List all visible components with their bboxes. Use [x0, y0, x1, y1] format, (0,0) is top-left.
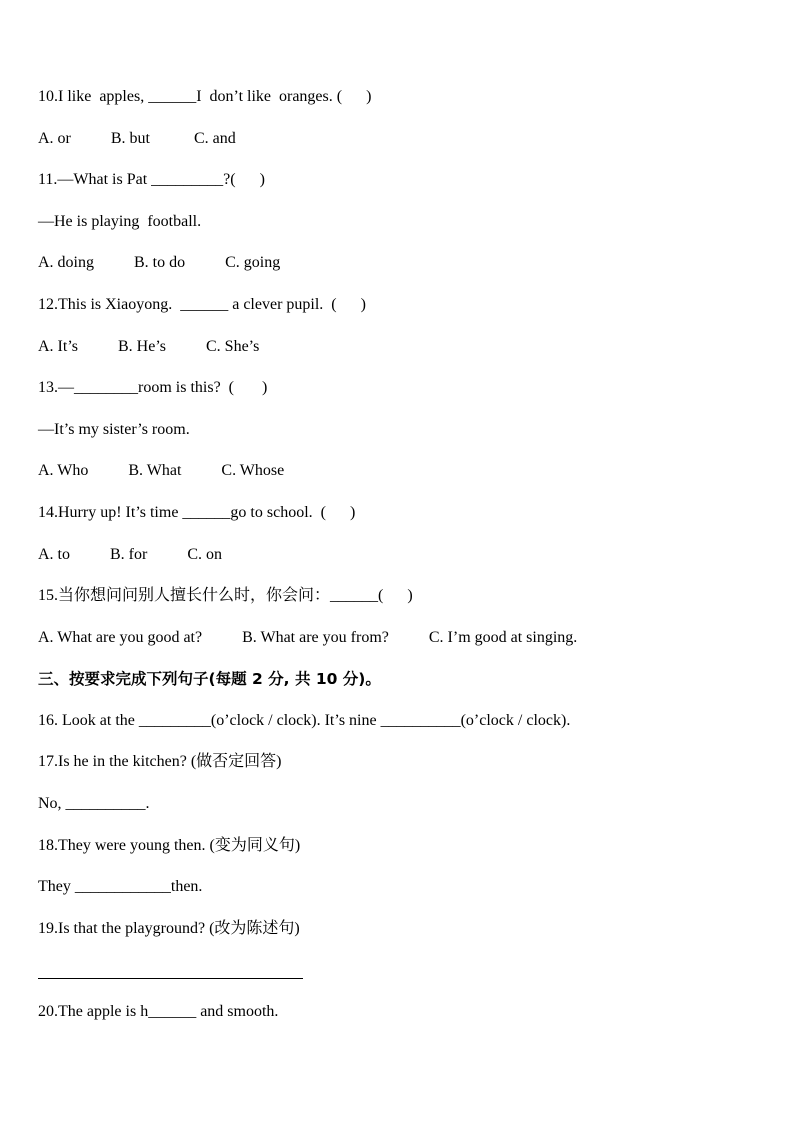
question-20: 20.The apple is h______ and smooth. — [38, 1003, 279, 1020]
section-3-heading: 三、按要求完成下列句子(每题 2 分, 共 10 分)。 — [38, 670, 381, 688]
question-12-options: A. It’s B. He’s C. She’s — [38, 338, 260, 355]
question-10-options: A. or B. but C. and — [38, 130, 236, 147]
question-17: 17.Is he in the kitchen? (做否定回答) — [38, 753, 282, 770]
question-14-options: A. to B. for C. on — [38, 546, 222, 563]
question-18-answer: They ____________then. — [38, 878, 203, 895]
question-13-options: A. Who B. What C. Whose — [38, 462, 285, 479]
question-10-stem: 10.I like apples, ______I don’t like oranges. ( ) — [38, 88, 372, 105]
question-19-answer-line — [38, 978, 303, 979]
question-19: 19.Is that the playground? (改为陈述句) — [38, 920, 300, 937]
question-13-response: —It’s my sister’s room. — [38, 421, 190, 438]
question-14-stem: 14.Hurry up! It’s time ______go to school. ( ) — [38, 504, 356, 521]
question-16: 16. Look at the _________(o’clock / clock). It’s nine __________(o’clock / clock). — [38, 712, 571, 729]
question-12-stem: 12.This is Xiaoyong. ______ a clever pupil. ( ) — [38, 296, 366, 313]
question-17-answer: No, __________. — [38, 795, 150, 812]
question-15-stem: 15.当你想问问别人擅长什么时，你会问：______( ) — [38, 587, 413, 604]
question-11-options: A. doing B. to do C. going — [38, 254, 281, 271]
question-11-response: —He is playing football. — [38, 213, 202, 230]
question-13-stem: 13.—________room is this? ( ) — [38, 379, 268, 396]
question-15-options: A. What are you good at? B. What are you from? C. I’m good at singing. — [38, 629, 578, 646]
question-18: 18.They were young then. (变为同义句) — [38, 837, 301, 854]
question-11-stem: 11.—What is Pat _________?( ) — [38, 171, 265, 188]
